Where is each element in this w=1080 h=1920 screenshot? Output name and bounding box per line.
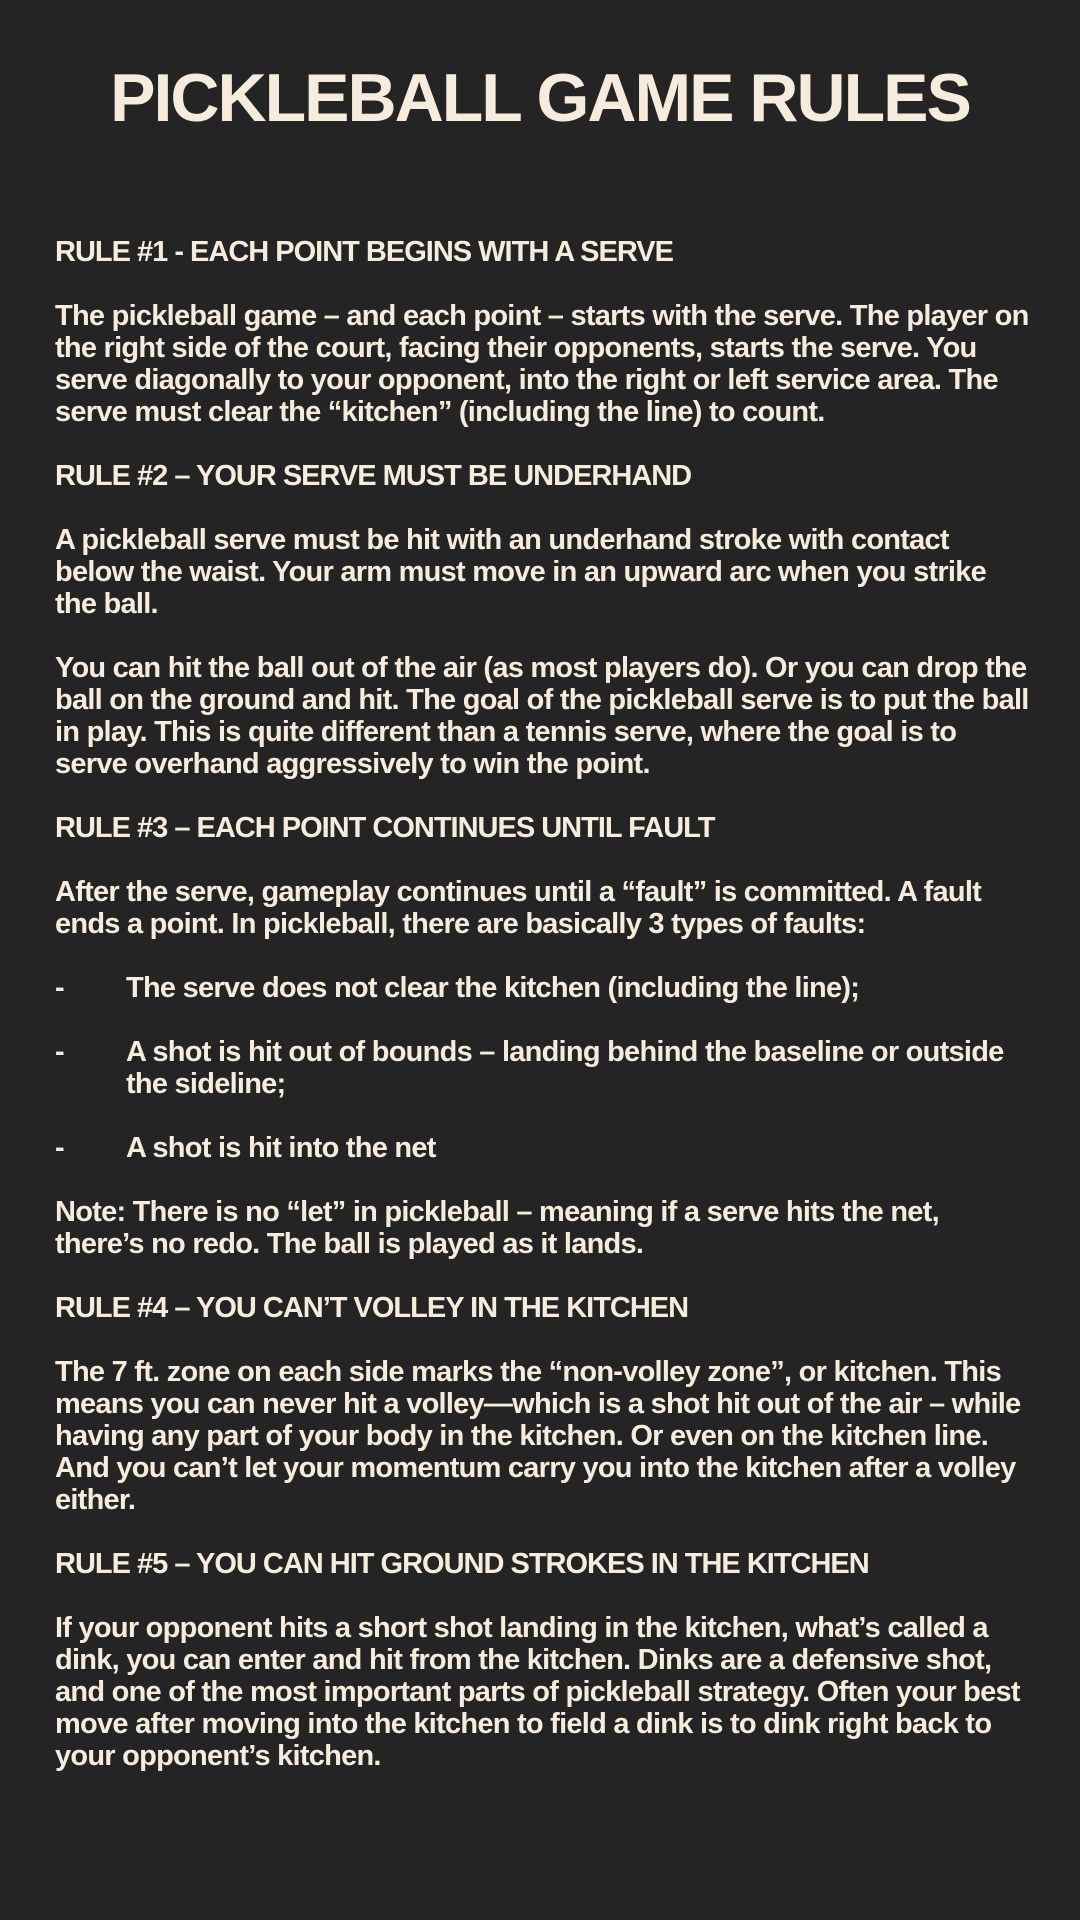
fault-item-text: A shot is hit out of bounds – landing behind the baseline or outside the sideline; — [126, 1036, 1004, 1100]
rule-3-heading: RULE #3 – EACH POINT CONTINUES UNTIL FAULT — [55, 812, 715, 844]
fault-item-text: A shot is hit into the net — [126, 1132, 436, 1164]
rule-2-paragraph-2: You can hit the ball out of the air (as most players do). Or you can drop the ball on the ground and hit. The goal of the pickleball serve is to put the ball in play. This is quite different than a tennis serve, where the goal is to serve overhand aggressively to win the point. — [55, 652, 1029, 780]
rule-2-paragraph-1: A pickleball serve must be hit with an underhand stroke with contact below the waist. Your arm must move in an upward arc when you strike the ball. — [55, 524, 986, 620]
bullet-marker: - — [55, 1132, 64, 1164]
rule-4-heading: RULE #4 – YOU CAN’T VOLLEY IN THE KITCHEN — [55, 1292, 689, 1324]
bullet-marker: - — [55, 972, 64, 1004]
rules-content — [55, 236, 1030, 1804]
fault-list-item — [55, 1036, 1030, 1100]
bullet-marker: - — [55, 1036, 64, 1068]
fault-list-item — [55, 972, 1030, 1004]
rule-2-heading: RULE #2 – YOUR SERVE MUST BE UNDERHAND — [55, 460, 692, 492]
rule-3-paragraph-1: After the serve, gameplay continues until a “fault” is committed. A fault ends a point. In pickleball, there are basically 3 types of faults: — [55, 876, 982, 940]
rule-4-paragraph-1: The 7 ft. zone on each side marks the “non-volley zone”, or kitchen. This means you can never hit a volley—which is a shot hit out of the air – while having any part of your body in the kitchen. Or even on the kitchen line. And you can’t let your momentum carry you into the kitchen after a volley either. — [55, 1356, 1021, 1516]
fault-list-item — [55, 1132, 1030, 1164]
rule-5-paragraph-1: If your opponent hits a short shot landing in the kitchen, what’s called a dink, you can enter and hit from the kitchen. Dinks are a defensive shot, and one of the most important parts of pickleball strategy. Often your best move after moving into the kitchen to field a dink is to dink right back to your opponent’s kitchen. — [55, 1612, 1020, 1772]
rule-3-note: Note: There is no “let” in pickleball – meaning if a serve hits the net, there’s no redo. The ball is played as it lands. — [55, 1196, 939, 1260]
rule-1-heading: RULE #1 - EACH POINT BEGINS WITH A SERVE — [55, 236, 673, 268]
rule-1-paragraph-1: The pickleball game – and each point – starts with the serve. The player on the right side of the court, facing their opponents, starts the serve. You serve diagonally to your opponent, into the right or left service area. The serve must clear the “kitchen” (including the line) to count. — [55, 300, 1029, 428]
fault-item-text: The serve does not clear the kitchen (including the line); — [126, 972, 860, 1004]
rule-5-heading: RULE #5 – YOU CAN HIT GROUND STROKES IN THE KITCHEN — [55, 1548, 869, 1580]
page-title: PICKLEBALL GAME RULES — [110, 60, 970, 136]
